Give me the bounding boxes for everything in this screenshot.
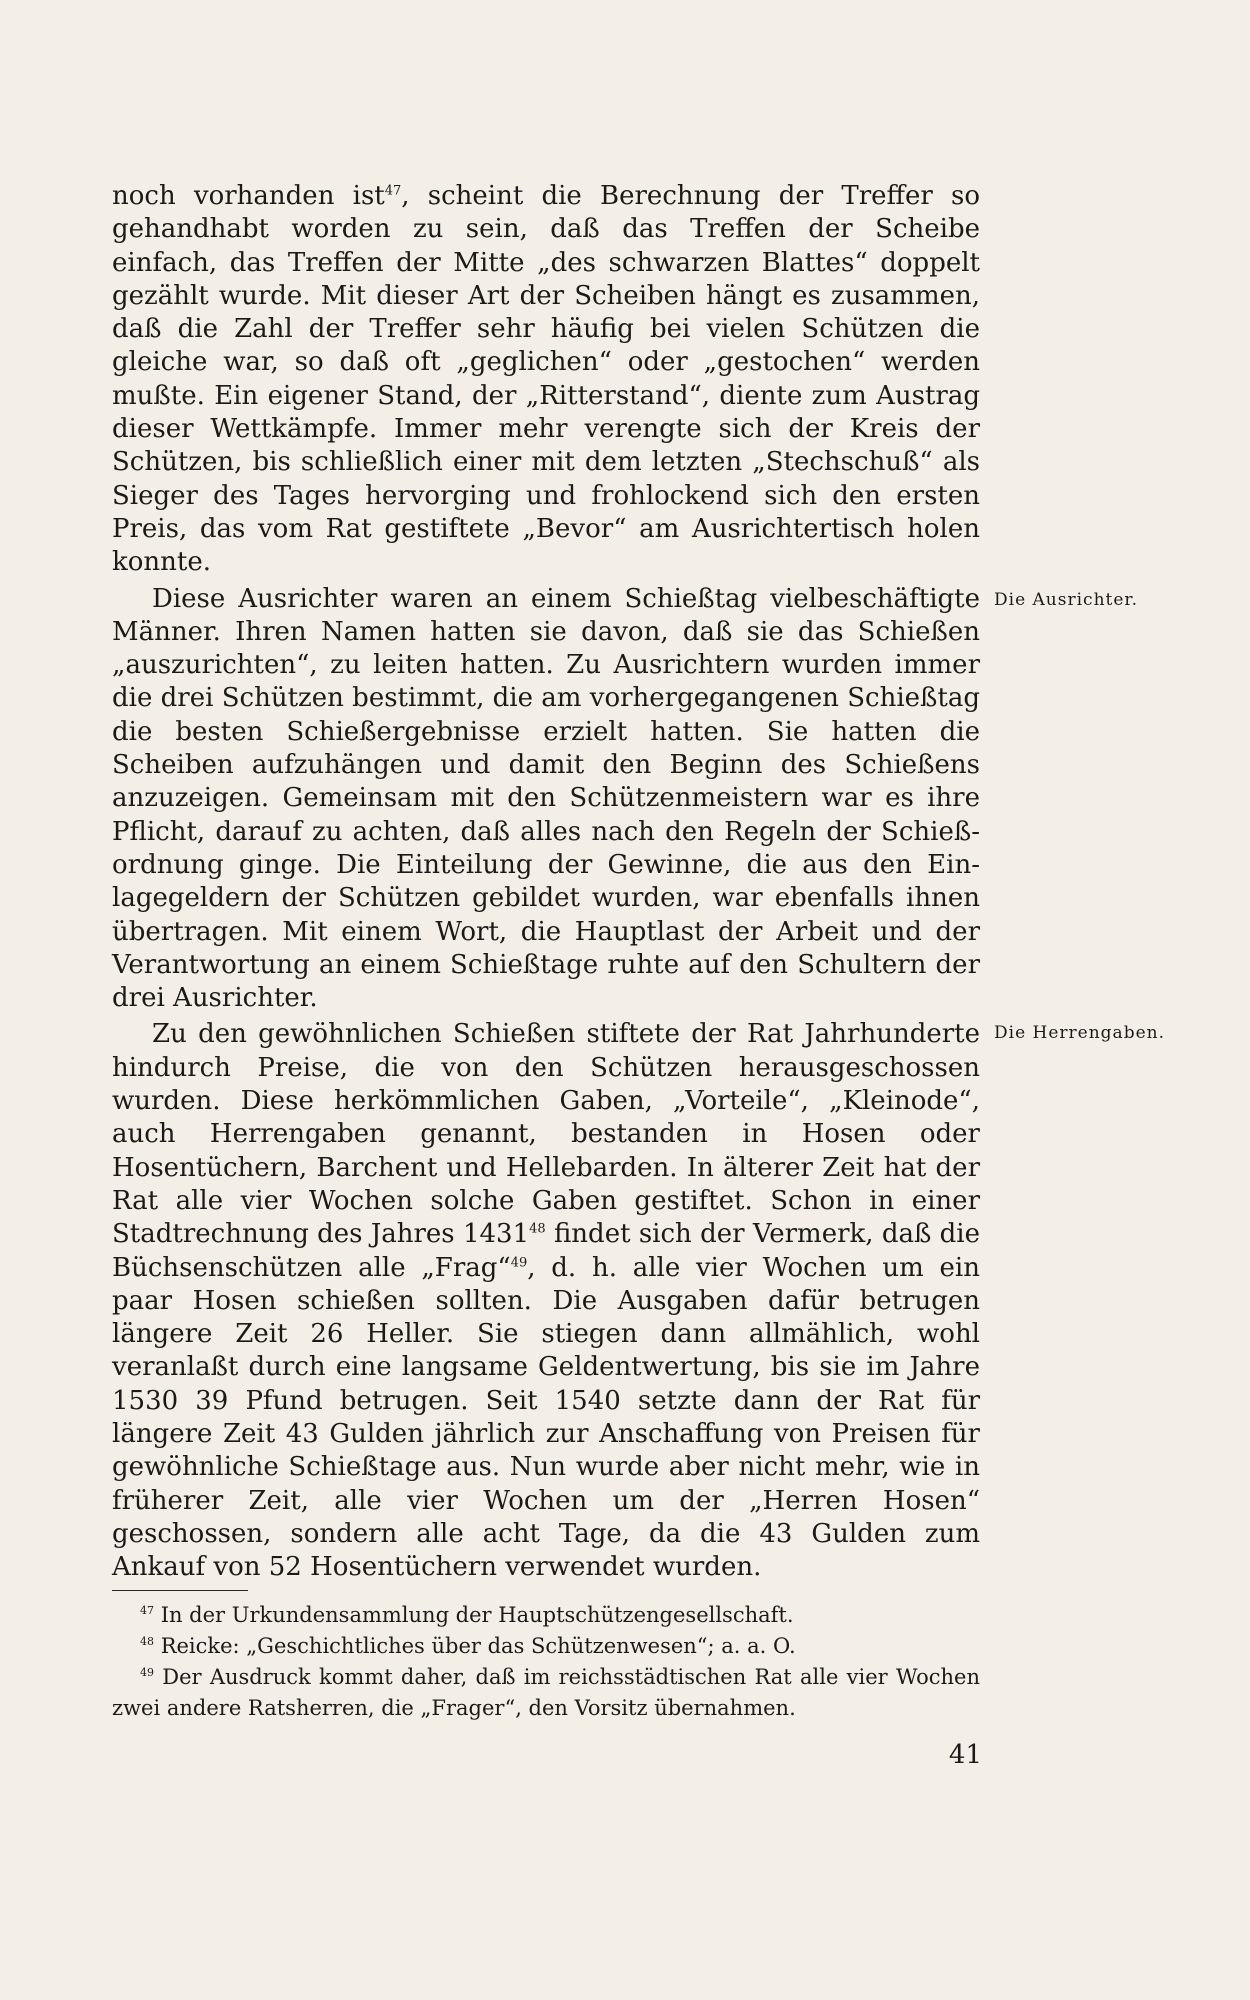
paragraph <box>112 583 980 1016</box>
margin-note-herrengaben: Die Herrengaben. <box>994 1023 1165 1043</box>
paragraph <box>112 1018 980 1584</box>
text-run: Zu den gewöhnlichen Schießen stiftete der Rat Jahrhunderte hindurch Preise, die von den Schützen herausgeschossen wurden. Diese herkömmlichen Gaben, „Vorteile“, „Kleinode“, auch Herrengaben genannt, bestanden in Hosen oder Hosentüchern, Barchent und Hellebarden. In älterer Zeit hat der Rat alle vier Wochen solche Gaben gestiftet. Schon in einer Stadtrechnung des Jahres 1431 <box>112 1019 980 1250</box>
footnotes <box>112 1600 980 1724</box>
footnote <box>112 1631 980 1662</box>
footnote <box>112 1662 980 1724</box>
footnote-text: Reicke: „Geschichtliches über das Schützenwesen“; a. a. O. <box>160 1634 796 1658</box>
text-run: noch vorhanden ist <box>112 181 385 211</box>
margin-note-ausrichter: Die Ausrichter. <box>994 590 1139 610</box>
paragraph <box>112 180 980 580</box>
main-text <box>112 180 980 1584</box>
text-run: findet sich der Vermerk, daß die Büchsenschützen alle „Frag“ <box>112 1219 980 1283</box>
footnote <box>112 1600 980 1631</box>
footnote-number: 49 <box>140 1666 154 1679</box>
footnote-reference: 48 <box>529 1221 546 1237</box>
footnote-reference: 47 <box>384 183 402 199</box>
text-run: Diese Ausrichter waren an einem Schießtag vielbeschäftigte Männer. Ihren Namen hatten sie davon, daß sie das Schießen „auszurichten“, zu leiten hatten. Zu Ausrichtern wurden immer die drei Schützen bestimmt, die am vorhergegangenen Schießtag die besten Schießergebnisse erzielt hatten. Sie hatten die Scheiben aufzuhängen und damit den Beginn des Schießens anzuzeigen. Gemeinsam mit den Schützenmeistern war es ihre Pflicht, darauf zu achten, daß alles nach den Regeln der Schießordnung ginge. Die Einteilung der Gewinne, die aus den Einlagegeldern der Schützen gebildet wurden, war ebenfalls ihnen übertragen. Mit einem Wort, die Hauptlast der Arbeit und der Verantwortung an einem Schießtage ruhte auf den Schultern der drei Ausrichter. <box>112 583 980 1014</box>
footnote-text: Der Ausdruck kommt daher, daß im reichsstädtischen Rat alle vier Wochen zwei andere Ratsherren, die „Frager“, den Vorsitz übernahmen. <box>112 1665 980 1720</box>
footnote-text: In der Urkundensammlung der Hauptschützengesellschaft. <box>160 1603 794 1627</box>
footnote-reference: 49 <box>510 1254 528 1270</box>
footnote-number: 47 <box>140 1604 154 1617</box>
text-run: , d. h. alle vier Wochen um ein paar Hosen schießen sollten. Die Ausgaben dafür betrugen längere Zeit 26 Heller. Sie stiegen dann allmählich, wohl veranlaßt durch eine langsame Geldentwertung, bis sie im Jahre 1530 39 Pfund betrugen. Seit 1540 setzte dann der Rat für längere Zeit 43 Gulden jährlich zur Anschaffung von Preisen für gewöhnliche Schießtage aus. Nun wurde aber nicht mehr, wie in früherer Zeit, alle vier Wochen um der „Herren Hosen“ geschossen, sondern alle acht Tage, da die 43 Gulden zum Ankauf von 52 Hosentüchern verwendet wurden. <box>112 1252 980 1583</box>
text-run: , scheint die Berechnung der Treffer so gehandhabt worden zu sein, daß das Treffen der Scheibe einfach, das Treffen der Mitte „des schwarzen Blattes“ doppelt gezählt wurde. Mit dieser Art der Scheiben hängt es zusammen, daß die Zahl der Treffer sehr häufig bei vielen Schützen die gleiche war, so daß oft „geglichen“ oder „gestochen“ werden mußte. Ein eigener Stand, der „Ritterstand“, diente zum Austrag dieser Wettkämpfe. Immer mehr verengte sich der Kreis der Schützen, bis schließlich einer mit dem letzten „Stechschuß“ als Sieger des Tages hervorging und frohlockend sich den ersten Preis, das vom Rat gestiftete „Bevor“ am Ausrichtertisch holen konnte. <box>112 181 980 578</box>
page-number: 41 <box>948 1740 982 1770</box>
footnote-divider <box>112 1590 248 1591</box>
footnote-number: 48 <box>140 1635 154 1648</box>
